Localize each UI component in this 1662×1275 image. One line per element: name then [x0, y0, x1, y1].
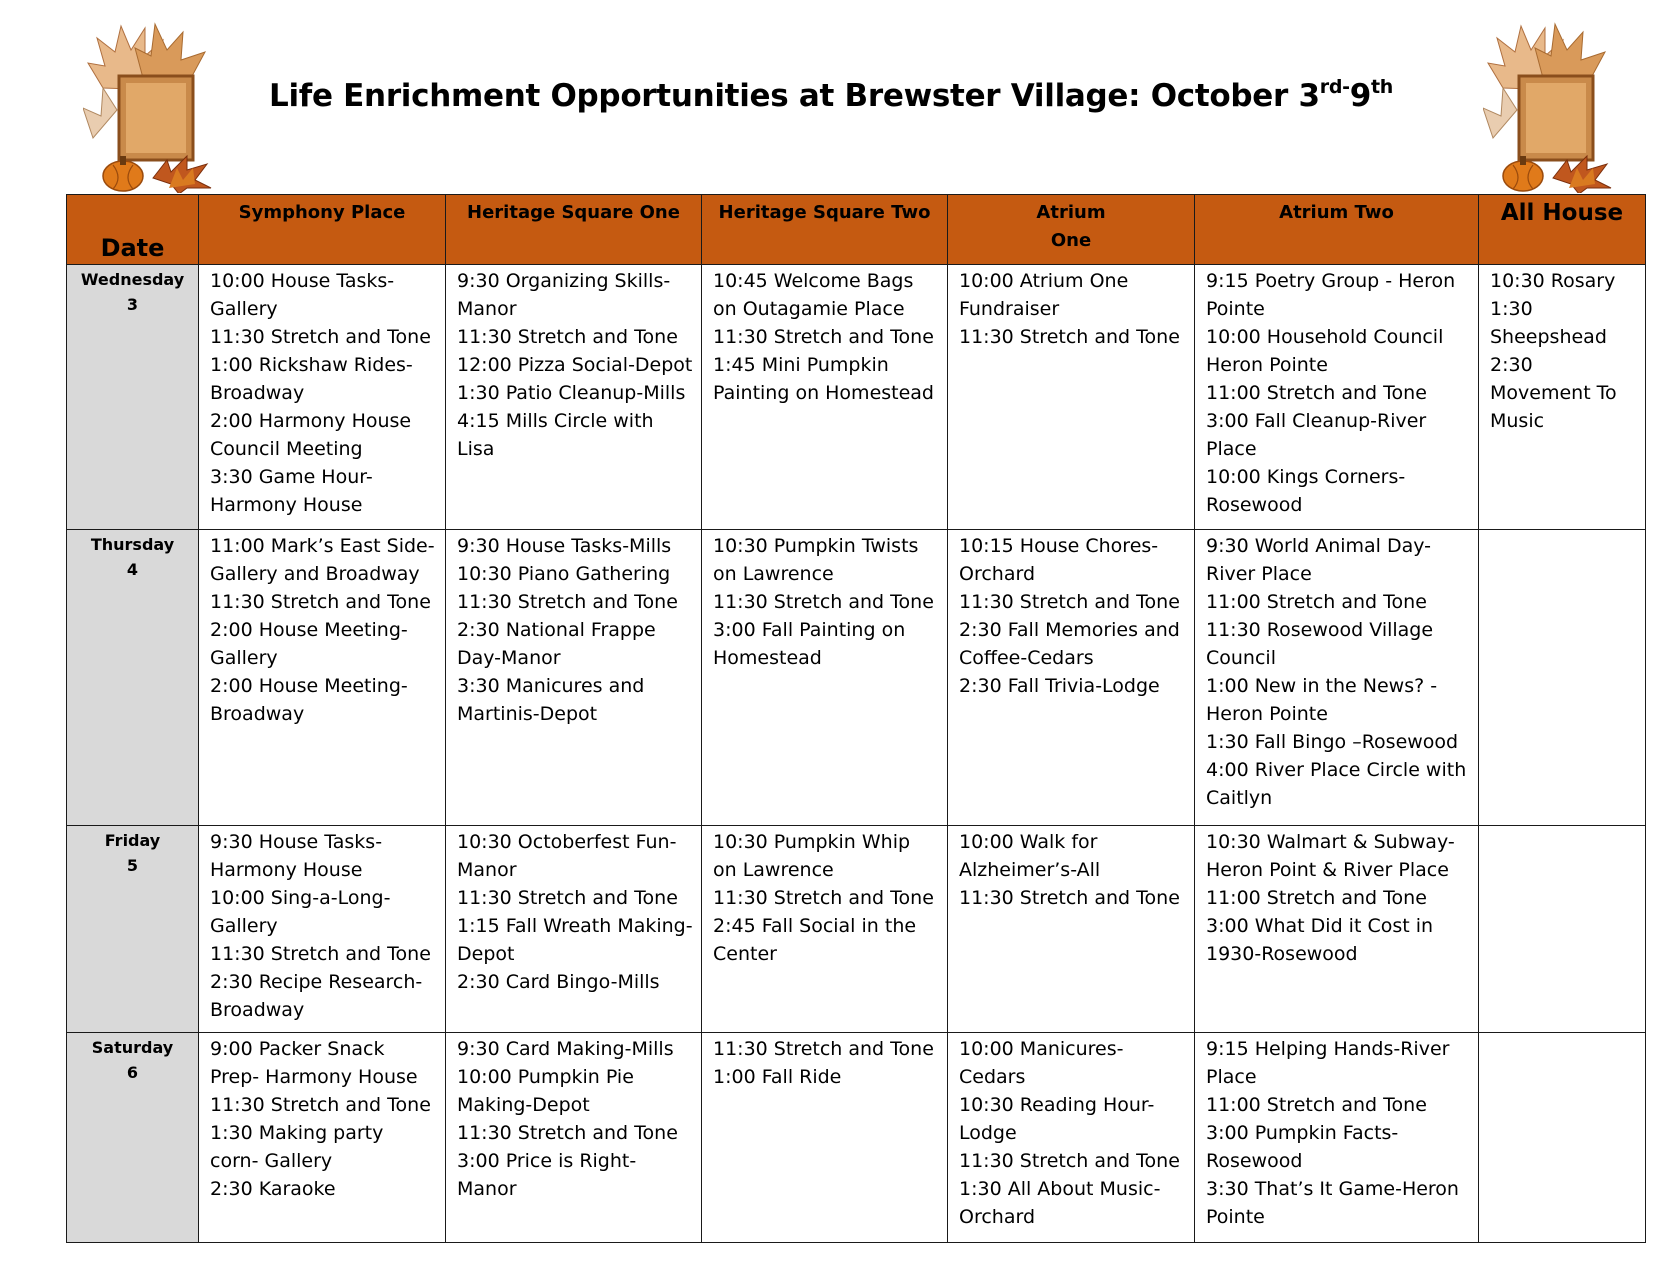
activity-item: 2:30 Fall Memories and Coffee-Cedars — [959, 619, 1180, 669]
day-cell — [67, 826, 199, 1033]
activity-item: 10:00 Household Council Heron Pointe — [1206, 326, 1444, 376]
activity-cell — [446, 530, 702, 826]
activity-item: 11:30 Stretch and Tone — [713, 1038, 934, 1060]
activity-item: 1:45 Mini Pumpkin Painting on Homestead — [713, 354, 934, 404]
activity-cell — [1479, 826, 1646, 1033]
activity-cell — [702, 826, 948, 1033]
day-name: Friday — [104, 831, 161, 850]
title-end-day: 9 — [1349, 78, 1371, 114]
activity-cell — [1479, 1033, 1646, 1243]
day-number: 5 — [126, 856, 139, 875]
activity-item: 1:30 Sheepshead — [1490, 298, 1607, 348]
activity-item: 2:30 Card Bingo-Mills — [457, 971, 660, 993]
activity-item: 9:15 Helping Hands-River Place — [1206, 1038, 1450, 1088]
activity-item: 4:00 River Place Circle with Caitlyn — [1206, 759, 1467, 809]
title-superscript-start: rd- — [1319, 76, 1350, 98]
activity-item: 11:30 Stretch and Tone — [210, 591, 431, 613]
activity-item: 10:00 Atrium One Fundraiser — [959, 270, 1129, 320]
activity-item: 1:30 Patio Cleanup-Mills — [457, 382, 686, 404]
activity-item: 11:00 Stretch and Tone — [1206, 591, 1427, 613]
atrium-one-header: Atrium One — [948, 195, 1195, 265]
activity-item: 3:30 That’s It Game-Heron Pointe — [1206, 1178, 1459, 1228]
day-cell — [67, 1033, 199, 1243]
activity-item: 10:45 Welcome Bags on Outagamie Place — [713, 270, 914, 320]
table-row — [67, 530, 1646, 826]
activity-item: 10:30 Rosary — [1490, 270, 1616, 292]
activity-item: 3:00 Fall Cleanup-River Place — [1206, 410, 1427, 460]
activity-cell — [702, 530, 948, 826]
activity-item: 11:30 Stretch and Tone — [959, 326, 1180, 348]
table-row — [67, 1033, 1646, 1243]
activity-item: 11:00 Stretch and Tone — [1206, 1094, 1427, 1116]
activity-item: 2:30 Karaoke — [210, 1178, 336, 1200]
activity-cell — [199, 530, 446, 826]
page-title — [0, 78, 1662, 114]
activity-item: 3:30 Manicures and Martinis-Depot — [457, 675, 645, 725]
activity-item: 9:30 Organizing Skills-Manor — [457, 270, 671, 320]
activity-item: 11:00 Mark’s East Side-Gallery and Broadway — [210, 535, 435, 585]
activity-item: 11:30 Stretch and Tone — [713, 591, 934, 613]
activity-item: 1:00 Fall Ride — [713, 1066, 842, 1088]
activity-item: 1:00 New in the News? -Heron Pointe — [1206, 675, 1438, 725]
activity-item: 10:30 Pumpkin Whip on Lawrence — [713, 831, 911, 881]
activity-item: 2:00 House Meeting-Gallery — [210, 619, 408, 669]
activity-item: 3:00 Fall Painting on Homestead — [713, 619, 906, 669]
activity-item: 11:30 Stretch and Tone — [959, 591, 1180, 613]
activity-item: 2:30 Movement To Music — [1490, 354, 1617, 432]
activity-item: 10:30 Reading Hour-Lodge — [959, 1094, 1155, 1144]
activity-item: 9:30 House Tasks-Mills — [457, 535, 672, 557]
activity-item: 10:30 Walmart & Subway-Heron Point & River Place — [1206, 831, 1455, 881]
activity-cell — [199, 1033, 446, 1243]
activity-item: 11:30 Stretch and Tone — [210, 1094, 431, 1116]
date-column-header: Date — [67, 195, 199, 265]
activity-cell — [1195, 530, 1479, 826]
day-cell — [67, 265, 199, 530]
day-name: Wednesday — [80, 270, 185, 289]
activity-item: 11:30 Stretch and Tone — [457, 591, 678, 613]
activity-item: 11:30 Stretch and Tone — [457, 887, 678, 909]
activity-item: 3:00 Pumpkin Facts-Rosewood — [1206, 1122, 1399, 1172]
activity-item: 2:00 House Meeting-Broadway — [210, 675, 408, 725]
activity-item: 10:00 Pumpkin Pie Making-Depot — [457, 1066, 634, 1116]
activity-cell — [948, 265, 1195, 530]
activity-cell — [948, 530, 1195, 826]
activity-item: 4:15 Mills Circle with Lisa — [457, 410, 654, 460]
activity-cell — [1479, 265, 1646, 530]
activity-item: 3:30 Game Hour-Harmony House — [210, 466, 373, 516]
activity-item: 2:00 Harmony House Council Meeting — [210, 410, 412, 460]
day-cell — [67, 530, 199, 826]
activity-item: 10:00 Sing-a-Long-Gallery — [210, 887, 391, 937]
title-superscript-end: th — [1371, 76, 1394, 98]
table-row — [67, 265, 1646, 530]
activity-item: 11:30 Stretch and Tone — [713, 887, 934, 909]
activity-item: 10:00 Walk for Alzheimer’s-All — [959, 831, 1101, 881]
activity-cell — [199, 826, 446, 1033]
title-text: Life Enrichment Opportunities at Brewster Village: October 3 — [268, 78, 1320, 114]
activity-item: 11:30 Stretch and Tone — [457, 1122, 678, 1144]
symphony-place-header: Symphony Place — [199, 195, 446, 265]
activity-cell — [446, 826, 702, 1033]
activity-item: 2:30 Recipe Research-Broadway — [210, 971, 423, 1021]
table-row — [67, 826, 1646, 1033]
activity-item: 9:30 Card Making-Mills — [457, 1038, 674, 1060]
activity-item: 1:30 Making party corn- Gallery — [210, 1122, 384, 1172]
activity-item: 2:30 National Frappe Day-Manor — [457, 619, 656, 669]
activity-item: 10:00 Manicures-Cedars — [959, 1038, 1124, 1088]
activity-cell — [1195, 1033, 1479, 1243]
activity-cell — [199, 265, 446, 530]
activity-cell — [446, 265, 702, 530]
activity-item: 2:30 Fall Trivia-Lodge — [959, 675, 1160, 697]
schedule-table — [66, 194, 1646, 1243]
schedule-body — [67, 265, 1646, 1243]
atrium-two-header: Atrium Two — [1195, 195, 1479, 265]
activity-item: 1:15 Fall Wreath Making-Depot — [457, 915, 693, 965]
activity-item: 1:00 Rickshaw Rides-Broadway — [210, 354, 413, 404]
activity-item: 3:00 Price is Right-Manor — [457, 1150, 637, 1200]
activity-cell — [1195, 826, 1479, 1033]
activity-item: 11:30 Stretch and Tone — [210, 326, 431, 348]
day-number: 6 — [126, 1063, 139, 1082]
activity-cell — [948, 1033, 1195, 1243]
activity-item: 11:00 Stretch and Tone — [1206, 382, 1427, 404]
header-row — [67, 195, 1646, 265]
activity-item: 1:30 Fall Bingo –Rosewood — [1206, 731, 1459, 753]
activity-item: 12:00 Pizza Social-Depot — [457, 354, 693, 376]
activity-item: 10:30 Octoberfest Fun-Manor — [457, 831, 677, 881]
activity-item: 11:30 Rosewood Village Council — [1206, 619, 1434, 669]
activity-item: 9:15 Poetry Group - Heron Pointe — [1206, 270, 1456, 320]
activity-item: 11:30 Stretch and Tone — [457, 326, 678, 348]
activity-cell — [1479, 530, 1646, 826]
activity-cell — [702, 1033, 948, 1243]
activity-item: 2:45 Fall Social in the Center — [713, 915, 917, 965]
activity-item: 11:30 Stretch and Tone — [959, 1150, 1180, 1172]
activity-item: 11:30 Stretch and Tone — [210, 943, 431, 965]
heritage-square-two-header: Heritage Square Two — [702, 195, 948, 265]
day-name: Thursday — [90, 535, 175, 554]
activity-item: 9:00 Packer Snack Prep- Harmony House — [210, 1038, 418, 1088]
activity-item: 11:00 Stretch and Tone — [1206, 887, 1427, 909]
day-number: 4 — [126, 560, 139, 579]
activity-cell — [446, 1033, 702, 1243]
activity-cell — [1195, 265, 1479, 530]
activity-item: 3:00 What Did it Cost in 1930-Rosewood — [1206, 915, 1434, 965]
heritage-square-one-header: Heritage Square One — [446, 195, 702, 265]
day-number: 3 — [126, 295, 139, 314]
activity-item: 10:00 Kings Corners-Rosewood — [1206, 466, 1406, 516]
all-house-header: All House — [1479, 195, 1646, 265]
activity-item: 11:30 Stretch and Tone — [713, 326, 934, 348]
activity-item: 11:30 Stretch and Tone — [959, 887, 1180, 909]
activity-item: 10:15 House Chores-Orchard — [959, 535, 1159, 585]
activity-cell — [948, 826, 1195, 1033]
day-name: Saturday — [91, 1038, 174, 1057]
activity-item: 1:30 All About Music-Orchard — [959, 1178, 1161, 1228]
activity-item: 10:00 House Tasks-Gallery — [210, 270, 395, 320]
activity-cell — [702, 265, 948, 530]
activity-item: 9:30 House Tasks-Harmony House — [210, 831, 383, 881]
activity-item: 10:30 Piano Gathering — [457, 563, 671, 585]
activity-item: 9:30 World Animal Day-River Place — [1206, 535, 1432, 585]
activity-item: 10:30 Pumpkin Twists on Lawrence — [713, 535, 919, 585]
